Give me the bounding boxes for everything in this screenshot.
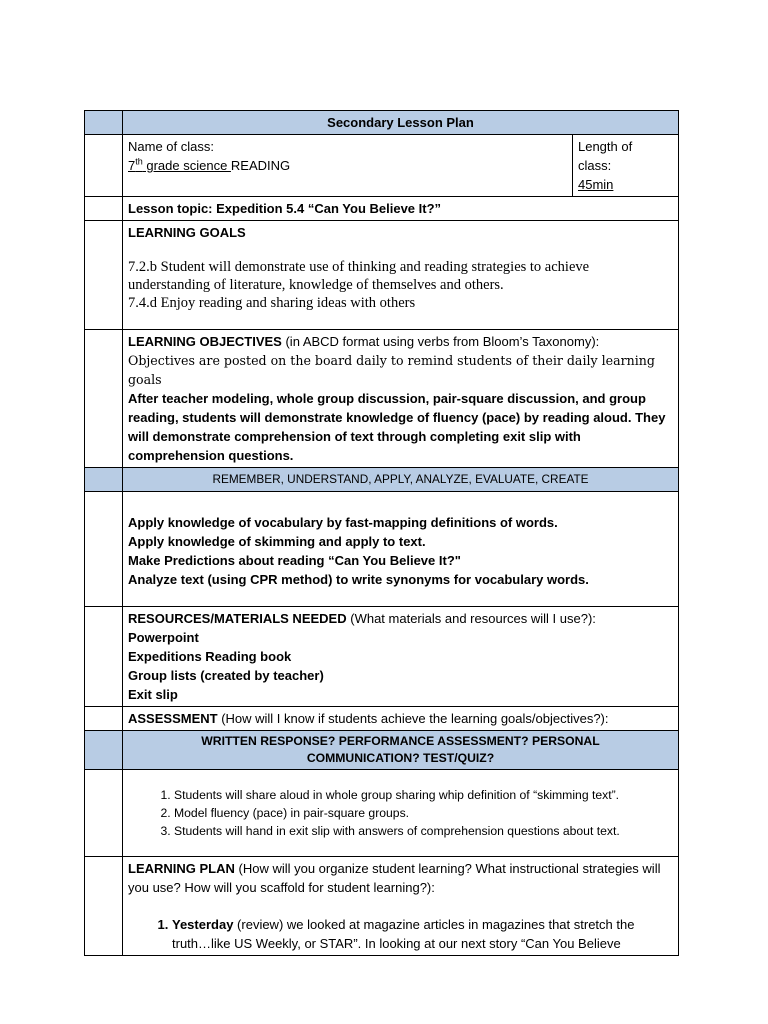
- learning-objectives-heading: LEARNING OBJECTIVES: [128, 334, 282, 349]
- left-strip: [85, 607, 123, 707]
- assessment-types-row: [85, 731, 679, 770]
- lesson-topic-row: [85, 197, 679, 221]
- left-strip: [85, 330, 123, 468]
- step-text: (review) we looked at magazine articles in magazines that stretch the truth…like US Weekly, or STAR”. In looking at our next story “Can You Believe: [172, 917, 635, 951]
- resource-item: Exit slip: [128, 687, 178, 702]
- learning-plan-row: [85, 857, 679, 956]
- left-strip: [85, 857, 123, 956]
- learning-goals-cell: [123, 221, 679, 330]
- blooms-items-row: [85, 492, 679, 607]
- name-of-class-label: Name of class:: [128, 139, 214, 154]
- class-subject: READING: [230, 158, 291, 173]
- grade-text: grade science: [142, 158, 231, 173]
- learning-objectives-note: (in ABCD format using verbs from Bloom’s Taxonomy):: [281, 334, 600, 349]
- left-strip: [85, 197, 123, 221]
- resource-item: Powerpoint: [128, 630, 199, 645]
- learning-plan-heading: LEARNING PLAN: [128, 861, 235, 876]
- class-name-value: [128, 156, 567, 175]
- left-strip: [85, 492, 123, 607]
- learning-plan-title: [128, 859, 673, 897]
- resource-item: Group lists (created by teacher): [128, 668, 324, 683]
- length-cell: [572, 135, 678, 197]
- name-of-class-cell: [123, 135, 573, 197]
- learning-plan-cell: [123, 857, 679, 956]
- assessment-items-row: [85, 770, 679, 857]
- blooms-header-row: [85, 468, 679, 492]
- grade-suffix: th: [135, 156, 143, 167]
- lesson-topic: Lesson topic: Expedition 5.4 “Can You Believe It?”: [123, 197, 679, 221]
- learning-goal-1: 7.2.b Student will demonstrate use of thinking and reading strategies to achieve understanding of literature, knowledge of themselves and others.: [128, 259, 590, 293]
- objectives-posted-note: Objectives are posted on the board daily to remind students of their daily learning goals: [128, 353, 655, 387]
- learning-objectives-cell: [123, 330, 679, 468]
- lesson-plan-table: [84, 110, 679, 956]
- learning-plan-note: (How will you organize student learning? What instructional strategies will you use? How will you scaffold for student learning?):: [128, 861, 661, 895]
- page-title: Secondary Lesson Plan: [123, 111, 679, 135]
- resources-cell: [123, 607, 679, 707]
- resources-row: [85, 607, 679, 707]
- resources-heading: RESOURCES/MATERIALS NEEDED: [128, 611, 347, 626]
- blooms-items-cell: [123, 492, 679, 607]
- learning-objectives-title: [128, 332, 673, 351]
- assessment-row: [85, 707, 679, 731]
- length-value: 45min: [577, 177, 614, 192]
- assessment-note: (How will I know if students achieve the learning goals/objectives?):: [217, 711, 609, 726]
- learning-objectives-row: [85, 330, 679, 468]
- assessment-item: 1. Students will share aloud in whole group sharing whip definition of “skimming text”.: [174, 786, 673, 804]
- objectives-paragraph: After teacher modeling, whole group discussion, pair-square discussion, and group reading, students will demonstrate knowledge of fluency (pace) by reading aloud. They will demonstrate comprehension of text through completing exit slip with comprehension questions.: [128, 391, 666, 463]
- learning-plan-list: [128, 915, 673, 953]
- left-strip: [85, 707, 123, 731]
- blooms-header: REMEMBER, UNDERSTAND, APPLY, ANALYZE, EVALUATE, CREATE: [123, 468, 679, 492]
- left-strip: [85, 770, 123, 857]
- blooms-item: Make Predictions about reading “Can You Believe It?": [128, 553, 461, 568]
- left-strip: [85, 111, 123, 135]
- assessment-cell: [123, 707, 679, 731]
- left-strip: [85, 731, 123, 770]
- left-strip: [85, 135, 123, 197]
- blooms-item: Apply knowledge of vocabulary by fast-mapping definitions of words.: [128, 515, 558, 530]
- learning-goal-2: 7.4.d Enjoy reading and sharing ideas with others: [128, 295, 416, 311]
- blooms-item: Analyze text (using CPR method) to write synonyms for vocabulary words.: [128, 572, 589, 587]
- blooms-item: Apply knowledge of skimming and apply to text.: [128, 534, 426, 549]
- assessment-types-header: WRITTEN RESPONSE? PERFORMANCE ASSESSMENT? PERSONAL COMMUNICATION? TEST/QUIZ?: [123, 731, 679, 770]
- length-label-line1: Length of: [577, 139, 633, 154]
- assessment-heading: ASSESSMENT: [128, 711, 218, 726]
- left-strip: [85, 468, 123, 492]
- length-label-line2: class:: [577, 158, 612, 173]
- assessment-item: 2. Model fluency (pace) in pair-square groups.: [174, 804, 673, 822]
- learning-goals-row: [85, 221, 679, 330]
- grade-number: 7: [128, 158, 136, 173]
- step-bold: Yesterday: [172, 917, 234, 932]
- assessment-list: [128, 786, 673, 840]
- learning-goals-heading: LEARNING GOALS: [128, 225, 246, 240]
- resources-note: (What materials and resources will I use?):: [346, 611, 596, 626]
- learning-plan-step: [172, 915, 673, 953]
- resources-title: [128, 609, 673, 628]
- left-strip: [85, 221, 123, 330]
- class-info-row: [85, 135, 679, 197]
- assessment-item: 3. Students will hand in exit slip with answers of comprehension questions about text.: [174, 822, 673, 840]
- assessment-items-cell: [123, 770, 679, 857]
- title-row: [85, 111, 679, 135]
- resource-item: Expeditions Reading book: [128, 649, 292, 664]
